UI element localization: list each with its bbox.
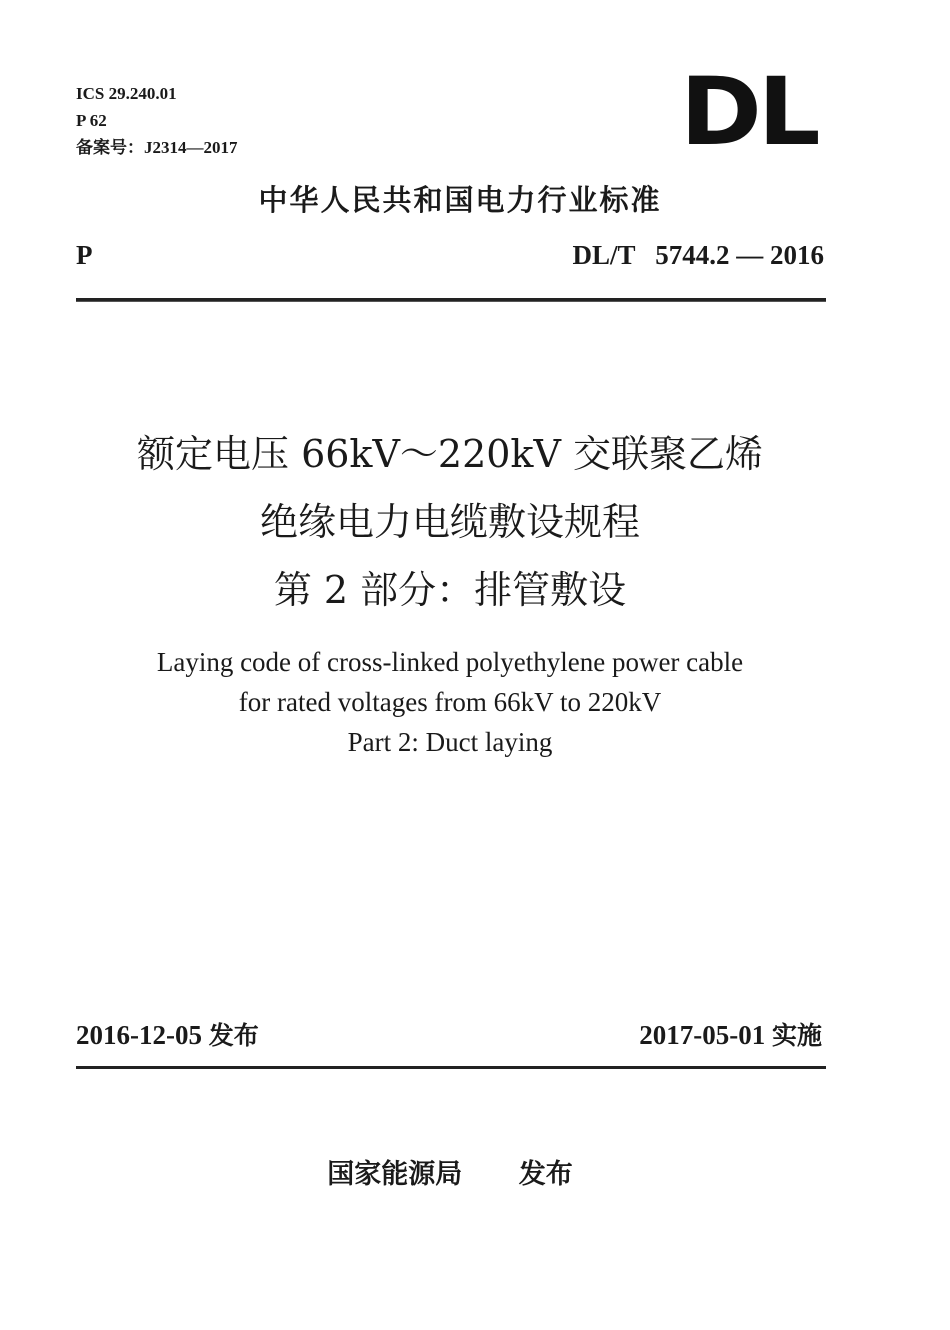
issuer-line <box>0 1152 900 1191</box>
implement-label: 实施 <box>771 1021 822 1050</box>
english-title-line-2: for rated voltages from 66kV to 220kV <box>238 687 662 717</box>
english-title-line-3: Part 2: Duct laying <box>347 727 553 757</box>
standard-category: P <box>76 240 93 270</box>
ics-code: ICS 29.240.01 <box>76 84 177 103</box>
implement-date-line <box>639 1016 822 1052</box>
chinese-title <box>0 420 900 624</box>
record-number: 备案号：J2314—2017 <box>76 138 238 157</box>
dl-logo <box>680 58 826 167</box>
english-title-line-1: Laying code of cross-linked polyethylene power cable <box>156 647 744 677</box>
english-title <box>0 642 900 762</box>
implement-date: 2017-05-01 <box>639 1020 766 1050</box>
dl-logo-text: DL <box>680 58 817 167</box>
industry-standard-heading: 中华人民共和国电力行业标准 <box>258 183 662 217</box>
top-divider <box>76 298 826 302</box>
standard-number: DL/T 5744.2 — 2016 <box>572 240 824 270</box>
issue-label: 发布 <box>208 1021 259 1050</box>
bottom-divider <box>76 1066 826 1069</box>
category-code: P 62 <box>76 111 107 130</box>
issuer-name: 国家能源局 <box>327 1159 463 1190</box>
issue-date: 2016-12-05 <box>76 1020 202 1050</box>
chinese-title-line-2: 绝缘电力电缆敷设规程 <box>259 500 640 544</box>
classification-block <box>76 80 238 161</box>
chinese-title-line-3: 第 2 部分：排管敷设 <box>273 568 627 612</box>
chinese-title-line-1: 额定电压 66kV～220kV 交联聚乙烯 <box>137 432 763 476</box>
issuer-label: 发布 <box>518 1159 573 1190</box>
issue-date-line <box>76 1016 259 1052</box>
